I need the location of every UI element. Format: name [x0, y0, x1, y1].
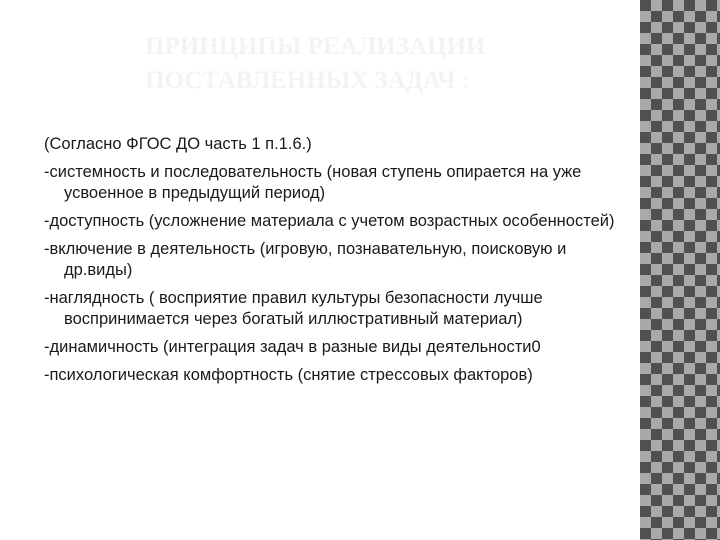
list-item: -включение в деятельность (игровую, познавательную, поисковую и др.виды)	[44, 240, 567, 279]
decorative-diamond-pattern	[640, 0, 720, 540]
list-item: -доступность (усложнение материала с учетом возрастных особенностей)	[44, 212, 615, 230]
slide-title: ПРИНЦИПЫ РЕАЛИЗАЦИИ ПОСТАВЛЕННЫХ ЗАДАЧ :	[145, 33, 486, 94]
source-note: (Согласно ФГОС ДО часть 1 п.1.6.)	[44, 135, 312, 153]
list-item: -наглядность ( восприятие правил культуры безопасности лучше воспринимается через богатый иллюстративный материал)	[44, 289, 543, 328]
principles-list	[44, 134, 624, 393]
list-item: -психологическая комфортность (снятие стрессовых факторов)	[44, 366, 533, 384]
list-item: -динамичность (интеграция задач в разные виды деятельности0	[44, 338, 541, 356]
list-item: -системность и последовательность (новая ступень опирается на уже усвоенное в предыдущий период)	[44, 163, 582, 202]
